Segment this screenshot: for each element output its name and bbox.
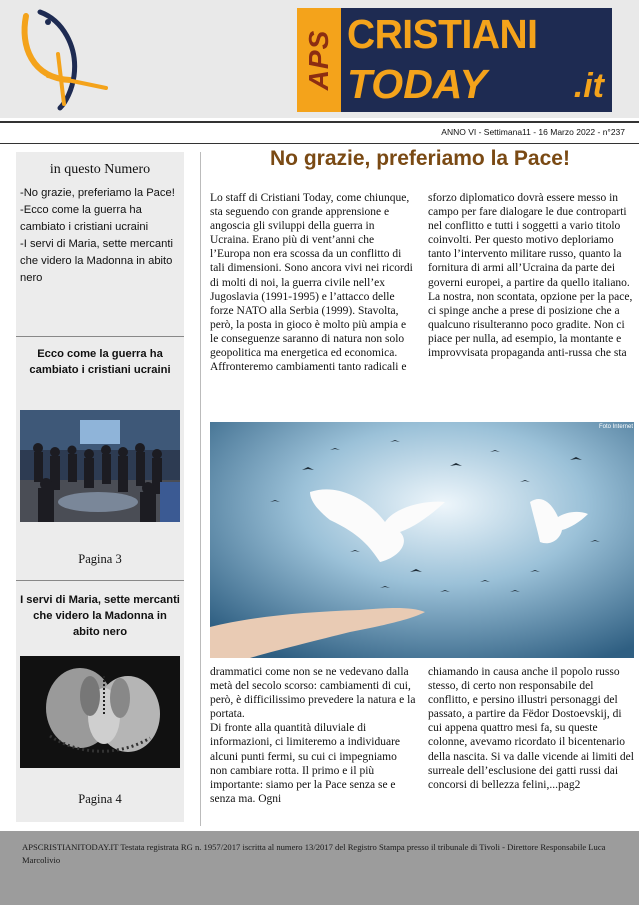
teaser-page[interactable]: Pagina 4	[78, 792, 122, 806]
column-separator	[200, 152, 201, 826]
sidebar-title: in questo Numero	[49, 162, 151, 177]
sidebar	[16, 152, 184, 822]
issue-line: ANNO VI - Settimana11 - 16 Marzo 2022 - n°237	[441, 127, 625, 137]
photo-credit: Foto Internet	[598, 424, 633, 430]
sidebar-toc	[20, 185, 182, 287]
header-rule-bottom	[0, 143, 639, 144]
article-column	[210, 191, 416, 374]
masthead-title-domain: .it	[573, 67, 604, 105]
article-paragraph: sforzo diplomatico dovrà essere messo in campo per fare dialogare le due controparti nel conflitto e tutti i soggetti a vario titolo coinvolti. Per questo motivo deploriamo tanto l’intervento militare russo, quanto la fornitura di armi all’Ucraina da parte dei governi europei, a partire da quello italiano.	[428, 192, 630, 289]
teaser-photo-rosary	[20, 656, 180, 768]
toc-item[interactable]: -Ecco come la guerra ha cambiato i cristiani ucraini	[20, 204, 149, 233]
article-column	[210, 665, 416, 806]
masthead	[297, 8, 612, 112]
article-paragraph: chiamando in causa anche il popolo russo stesso, di certo non responsabile del conflitto, e persino illustri personaggi del passato, a partire da Fëdor Dostoevskij, di cui appena quattro mesi fa, su queste colonne, avevamo ricordato il bicentenario della nascita. Si va dalle vicende ai limiti del surreale dell’esclusione dei gatti russi dai concorsi di bellezza felini,...pag2	[428, 666, 634, 791]
article-column	[428, 191, 634, 360]
article-paragraph: Lo staff di Cristiani Today, come chiunque, sta seguendo con grande apprensione e angoscia gli sviluppi della guerra in Ucraina. Erano più di vent’anni che l’Europa non era scossa da un conflitto di tali dimensioni. Sono ancora vivi nei ricordi di molti di noi, la guerra civile nell’ex Jugoslavia (1991-1995) e l’attacco delle forze NATO alla Serbia (1999). Stavolta, però, la posta in gioco è molto più ampia e le conseguenze saranno di natura non solo geopolitica ma energetica ed economica. Affronteremo cambiamenti tanto radicali e	[210, 192, 413, 374]
sidebar-divider	[16, 336, 184, 337]
fish-cross-logo-icon	[18, 6, 113, 111]
masthead-aps: APS	[303, 29, 334, 91]
toc-item[interactable]: -No grazie, preferiamo la Pace!	[20, 187, 175, 199]
header-rule	[0, 121, 639, 123]
masthead-title-line1: CRISTIANI	[347, 11, 538, 57]
teaser-headline[interactable]: Ecco come la guerra ha cambiato i cristiani ucraini	[29, 348, 171, 376]
article-paragraph: drammatici come non se ne vedevano dalla metà del secolo scorso: cambiamenti di cui, però, è difficilissimo prevedere la natura e la portata.	[210, 666, 416, 721]
article-title: No grazie, preferiamo la Pace!	[270, 147, 570, 170]
footer-text: APSCRISTIANITODAY.IT Testata registrata RG n. 1957/2017 iscritta al numero 13/2017 del Registro Stampa presso il tribunale di Tivoli - Direttore Responsabile Luca Marcolivio	[22, 842, 606, 865]
teaser-photo-ukraine	[20, 410, 180, 522]
doves-hand-photo	[210, 422, 634, 658]
sidebar-divider	[16, 580, 184, 581]
article-paragraph: La nostra, non scontata, opzione per la pace, ci spinge anche a prese di posizione che a qualcuno risulteranno poco gradite. Non ci piace per nulla, ad esempio, la montante e improvvisata propaganda anti-russa che sta	[428, 290, 633, 360]
toc-item[interactable]: -I servi di Maria, sette mercanti che videro la Madonna in abito nero	[20, 238, 173, 284]
teaser-page[interactable]: Pagina 3	[78, 552, 122, 566]
teaser-headline[interactable]: I servi di Maria, sette mercanti che videro la Madonna in abito nero	[20, 594, 180, 638]
article-paragraph: Di fronte alla quantità diluviale di informazioni, ci limiteremo a individuare alcuni punti fermi, su cui ci impegniamo non cambiare rotta. Il primo e il più importante: siamo per la Pace senza se e senza ma. Ogni	[210, 722, 401, 805]
article-column	[428, 665, 634, 792]
masthead-title-line2: TODAY	[347, 61, 487, 107]
